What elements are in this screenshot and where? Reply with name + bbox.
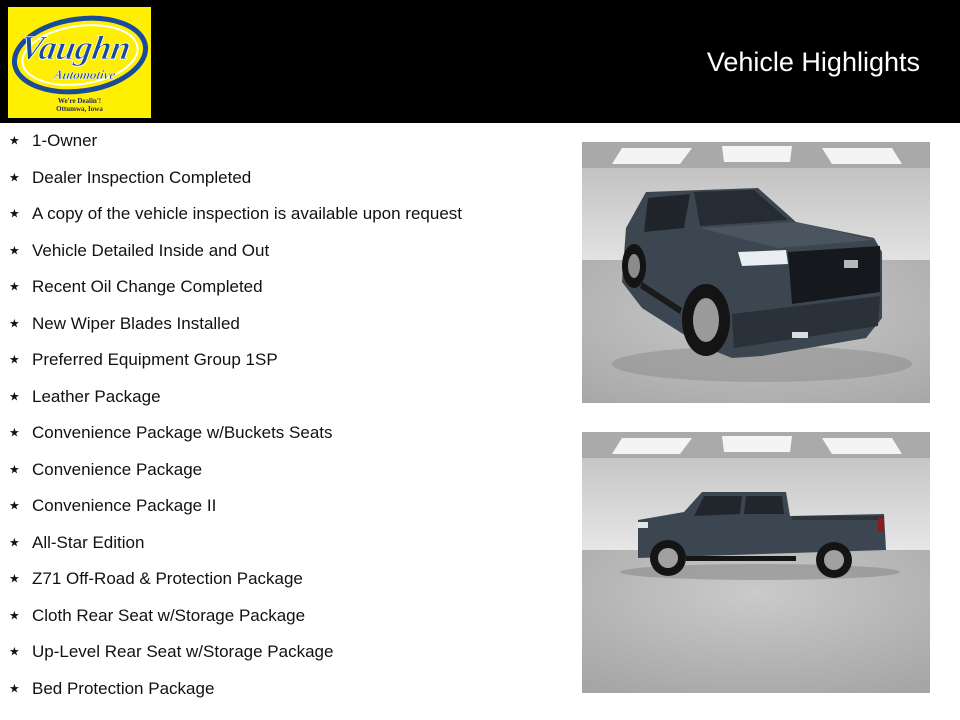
star-icon: ★	[9, 389, 20, 404]
vehicle-photo-side-image	[582, 432, 930, 693]
svg-text:Vaughn: Vaughn	[17, 29, 134, 67]
star-icon: ★	[9, 352, 20, 367]
list-item	[0, 233, 560, 270]
highlights-list	[0, 123, 560, 707]
star-icon: ★	[9, 571, 20, 586]
svg-text:Automotive: Automotive	[52, 67, 117, 82]
star-icon: ★	[9, 279, 20, 294]
highlight-text: All-Star Edition	[32, 532, 145, 552]
star-icon: ★	[9, 644, 20, 659]
highlight-text: Dealer Inspection Completed	[32, 167, 252, 187]
header-bar	[0, 0, 960, 123]
star-icon: ★	[9, 206, 20, 221]
highlight-text: Vehicle Detailed Inside and Out	[32, 240, 270, 260]
list-item	[0, 671, 560, 708]
highlight-text: Up-Level Rear Seat w/Storage Package	[32, 642, 334, 662]
star-icon: ★	[9, 535, 20, 550]
vehicle-photo-side[interactable]	[582, 432, 930, 693]
list-item	[0, 123, 560, 160]
list-item	[0, 160, 560, 197]
highlight-text: Cloth Rear Seat w/Storage Package	[32, 605, 306, 625]
list-item	[0, 269, 560, 306]
star-icon: ★	[9, 425, 20, 440]
highlight-text: Convenience Package II	[32, 496, 217, 516]
list-item	[0, 561, 560, 598]
page-title: Vehicle Highlights	[706, 47, 920, 77]
list-item	[0, 525, 560, 562]
logo-tagline: We're Dealin'!	[57, 97, 102, 105]
list-item	[0, 634, 560, 671]
list-item	[0, 342, 560, 379]
star-icon: ★	[9, 133, 20, 148]
list-item	[0, 306, 560, 343]
vehicle-photo-front-image	[582, 142, 930, 403]
highlight-text: Leather Package	[32, 386, 161, 406]
star-icon: ★	[9, 608, 20, 623]
star-icon: ★	[9, 243, 20, 258]
highlight-text: Preferred Equipment Group 1SP	[32, 350, 278, 370]
vehicle-photo-front[interactable]	[582, 142, 930, 403]
highlight-text: A copy of the vehicle inspection is available upon request	[32, 204, 462, 224]
highlight-text: Convenience Package w/Buckets Seats	[32, 423, 333, 443]
highlight-text: Bed Protection Package	[32, 678, 215, 698]
logo-location: Ottumwa, Iowa	[56, 105, 103, 113]
list-item	[0, 379, 560, 416]
dealer-logo[interactable]	[8, 7, 151, 118]
star-icon: ★	[9, 498, 20, 513]
highlight-text: Convenience Package	[32, 459, 203, 479]
highlight-text: New Wiper Blades Installed	[32, 313, 240, 333]
star-icon: ★	[9, 681, 20, 696]
star-icon: ★	[9, 170, 20, 185]
list-item	[0, 452, 560, 489]
star-icon: ★	[9, 462, 20, 477]
highlight-text: Z71 Off-Road & Protection Package	[32, 569, 303, 589]
highlight-text: 1-Owner	[32, 131, 98, 151]
list-item	[0, 488, 560, 525]
list-item	[0, 196, 560, 233]
list-item	[0, 415, 560, 452]
highlight-text: Recent Oil Change Completed	[32, 277, 263, 297]
star-icon: ★	[9, 316, 20, 331]
list-item	[0, 598, 560, 635]
